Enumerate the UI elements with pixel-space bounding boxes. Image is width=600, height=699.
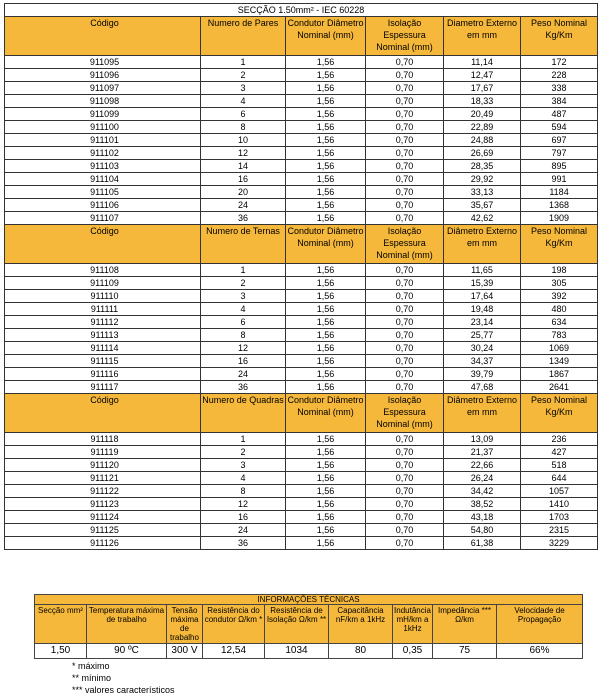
technical-info-value: 1,50	[35, 644, 87, 659]
table-cell: 797	[521, 147, 598, 160]
table-cell: 43,18	[444, 511, 521, 524]
table-cell: 21,37	[444, 446, 521, 459]
table-cell: 36	[201, 537, 286, 550]
table-row	[5, 329, 598, 342]
technical-info-header: Indutância mH/km a 1kHz	[393, 605, 433, 644]
table-cell: 0,70	[366, 446, 444, 459]
table-cell: 0,70	[366, 82, 444, 95]
table-row	[5, 108, 598, 121]
table-cell: 911098	[5, 95, 201, 108]
table-cell: 1,56	[286, 485, 366, 498]
table-cell: 1,56	[286, 173, 366, 186]
table-row	[5, 485, 598, 498]
table-cell: 4	[201, 303, 286, 316]
table-cell: 0,70	[366, 524, 444, 537]
table-cell: 911105	[5, 186, 201, 199]
table-cell: 24,88	[444, 134, 521, 147]
table-cell: 911125	[5, 524, 201, 537]
column-header: Isolação Espessura Nominal (mm)	[366, 225, 444, 264]
table-cell: 2315	[521, 524, 598, 537]
table-cell: 0,70	[366, 186, 444, 199]
table-cell: 0,70	[366, 381, 444, 394]
table-row	[5, 160, 598, 173]
table-cell: 4	[201, 95, 286, 108]
table-cell: 0,70	[366, 264, 444, 277]
column-header: Isolação Espessura Nominal (mm)	[366, 394, 444, 433]
table-cell: 1,56	[286, 433, 366, 446]
technical-info-value: 0,35	[393, 644, 433, 659]
table-row	[5, 537, 598, 550]
table-cell: 10	[201, 134, 286, 147]
table-cell: 487	[521, 108, 598, 121]
table-cell: 16	[201, 173, 286, 186]
technical-info-values-row	[35, 644, 583, 659]
table-title: SECÇÃO 1.50mm² - IEC 60228	[5, 4, 598, 17]
table-row	[5, 381, 598, 394]
table-cell: 8	[201, 485, 286, 498]
table-cell: 1,56	[286, 355, 366, 368]
table-cell: 11,14	[444, 56, 521, 69]
column-header: Peso Nominal Kg/Km	[521, 225, 598, 264]
table-cell: 1,56	[286, 186, 366, 199]
table-cell: 1,56	[286, 160, 366, 173]
table-cell: 0,70	[366, 368, 444, 381]
column-header: Peso Nominal Kg/Km	[521, 394, 598, 433]
table-cell: 12,47	[444, 69, 521, 82]
technical-info-header: Resistência de Isolação Ω/km **	[265, 605, 329, 644]
table-cell: 1,56	[286, 290, 366, 303]
table-cell: 24	[201, 524, 286, 537]
section-header-row	[5, 394, 598, 433]
table-cell: 1410	[521, 498, 598, 511]
table-cell: 17,64	[444, 290, 521, 303]
table-cell: 1057	[521, 485, 598, 498]
table-row	[5, 342, 598, 355]
technical-info-title: INFORMAÇÕES TÉCNICAS	[35, 595, 583, 605]
table-cell: 895	[521, 160, 598, 173]
table-cell: 0,70	[366, 95, 444, 108]
table-cell: 14	[201, 160, 286, 173]
table-cell: 0,70	[366, 121, 444, 134]
table-cell: 26,24	[444, 472, 521, 485]
footnote: *** valores característicos	[72, 685, 175, 695]
table-cell: 12	[201, 147, 286, 160]
table-cell: 1368	[521, 199, 598, 212]
table-cell: 0,70	[366, 134, 444, 147]
table-cell: 172	[521, 56, 598, 69]
table-cell: 15,39	[444, 277, 521, 290]
table-row	[5, 212, 598, 225]
technical-info-header: Resistência do condutor Ω/km *	[203, 605, 265, 644]
table-row	[5, 69, 598, 82]
table-cell: 1	[201, 433, 286, 446]
table-cell: 29,92	[444, 173, 521, 186]
table-cell: 1,56	[286, 381, 366, 394]
column-header: Peso Nominal Kg/Km	[521, 17, 598, 56]
table-cell: 911123	[5, 498, 201, 511]
table-row	[5, 355, 598, 368]
table-cell: 697	[521, 134, 598, 147]
table-cell: 34,37	[444, 355, 521, 368]
table-cell: 911116	[5, 368, 201, 381]
table-cell: 1,56	[286, 342, 366, 355]
table-row	[5, 56, 598, 69]
table-cell: 911122	[5, 485, 201, 498]
table-cell: 1909	[521, 212, 598, 225]
table-cell: 1,56	[286, 472, 366, 485]
table-cell: 480	[521, 303, 598, 316]
table-cell: 198	[521, 264, 598, 277]
table-cell: 911107	[5, 212, 201, 225]
table-row	[5, 472, 598, 485]
table-cell: 0,70	[366, 316, 444, 329]
table-cell: 24	[201, 368, 286, 381]
table-cell: 54,80	[444, 524, 521, 537]
column-header: Diâmetro Externo em mm	[444, 394, 521, 433]
table-cell: 1,56	[286, 199, 366, 212]
table-cell: 47,68	[444, 381, 521, 394]
table-cell: 911104	[5, 173, 201, 186]
table-cell: 1,56	[286, 82, 366, 95]
column-header: Numero de Quadras	[201, 394, 286, 433]
table-cell: 911110	[5, 290, 201, 303]
table-cell: 911114	[5, 342, 201, 355]
table-row	[5, 82, 598, 95]
technical-info-value: 80	[329, 644, 393, 659]
table-cell: 35,67	[444, 199, 521, 212]
table-row	[5, 121, 598, 134]
table-row	[5, 498, 598, 511]
table-cell: 1,56	[286, 459, 366, 472]
table-cell: 20	[201, 186, 286, 199]
table-cell: 0,70	[366, 290, 444, 303]
table-cell: 3229	[521, 537, 598, 550]
table-cell: 3	[201, 82, 286, 95]
table-cell: 0,70	[366, 537, 444, 550]
table-row	[5, 199, 598, 212]
table-cell: 0,70	[366, 459, 444, 472]
table-row	[5, 264, 598, 277]
table-cell: 1	[201, 264, 286, 277]
table-cell: 22,66	[444, 459, 521, 472]
table-row	[5, 524, 598, 537]
table-row	[5, 433, 598, 446]
table-cell: 0,70	[366, 342, 444, 355]
technical-info-header: Secção mm²	[35, 605, 87, 644]
table-cell: 6	[201, 108, 286, 121]
table-cell: 1,56	[286, 316, 366, 329]
table-cell: 338	[521, 82, 598, 95]
column-header: Condutor Diâmetro Nominal (mm)	[286, 225, 366, 264]
table-cell: 17,67	[444, 82, 521, 95]
table-cell: 12	[201, 342, 286, 355]
section-header-row	[5, 17, 598, 56]
table-row	[5, 277, 598, 290]
table-cell: 0,70	[366, 173, 444, 186]
table-cell: 1,56	[286, 56, 366, 69]
table-cell: 6	[201, 316, 286, 329]
table-cell: 783	[521, 329, 598, 342]
table-row	[5, 303, 598, 316]
table-cell: 0,70	[366, 212, 444, 225]
table-cell: 33,13	[444, 186, 521, 199]
table-cell: 911100	[5, 121, 201, 134]
table-cell: 911108	[5, 264, 201, 277]
column-header: Condutor Diâmetro Nominal (mm)	[286, 394, 366, 433]
table-cell: 384	[521, 95, 598, 108]
table-cell: 1,56	[286, 121, 366, 134]
table-cell: 0,70	[366, 329, 444, 342]
table-cell: 1,56	[286, 108, 366, 121]
table-cell: 22,89	[444, 121, 521, 134]
table-cell: 911101	[5, 134, 201, 147]
table-cell: 0,70	[366, 355, 444, 368]
technical-info-header: Velocidade de Propagação	[497, 605, 583, 644]
table-cell: 911118	[5, 433, 201, 446]
column-header: Código	[5, 17, 201, 56]
table-cell: 42,62	[444, 212, 521, 225]
table-cell: 1,56	[286, 446, 366, 459]
table-cell: 427	[521, 446, 598, 459]
table-cell: 518	[521, 459, 598, 472]
table-cell: 1,56	[286, 69, 366, 82]
technical-info-title-row	[35, 595, 583, 605]
table-row	[5, 316, 598, 329]
table-cell: 1184	[521, 186, 598, 199]
table-cell: 911095	[5, 56, 201, 69]
technical-info-header: Tensão máxima de trabalho	[167, 605, 203, 644]
column-header: Condutor Diâmetro Nominal (mm)	[286, 17, 366, 56]
table-cell: 236	[521, 433, 598, 446]
table-cell: 25,77	[444, 329, 521, 342]
table-cell: 24	[201, 199, 286, 212]
table-row	[5, 95, 598, 108]
table-cell: 3	[201, 290, 286, 303]
table-cell: 911102	[5, 147, 201, 160]
table-cell: 1069	[521, 342, 598, 355]
table-cell: 1,56	[286, 524, 366, 537]
table-cell: 26,69	[444, 147, 521, 160]
table-cell: 911115	[5, 355, 201, 368]
table-cell: 1,56	[286, 368, 366, 381]
table-cell: 911106	[5, 199, 201, 212]
footnote: ** mínimo	[72, 673, 112, 683]
table-cell: 2	[201, 446, 286, 459]
table-cell: 0,70	[366, 147, 444, 160]
table-cell: 0,70	[366, 56, 444, 69]
column-header: Diâmetro Externo em mm	[444, 225, 521, 264]
table-cell: 13,09	[444, 433, 521, 446]
table-cell: 911103	[5, 160, 201, 173]
technical-info-value: 90 ºC	[87, 644, 167, 659]
table-cell: 634	[521, 316, 598, 329]
table-cell: 8	[201, 329, 286, 342]
footnotes	[72, 660, 175, 696]
technical-info-value: 66%	[497, 644, 583, 659]
table-cell: 911113	[5, 329, 201, 342]
table-cell: 2	[201, 277, 286, 290]
technical-info-header: Impedância *** Ω/km	[433, 605, 497, 644]
footnote: * máximo	[72, 661, 110, 671]
table-cell: 1,56	[286, 95, 366, 108]
table-cell: 1349	[521, 355, 598, 368]
table-cell: 911109	[5, 277, 201, 290]
table-cell: 911119	[5, 446, 201, 459]
table-cell: 36	[201, 381, 286, 394]
table-cell: 1867	[521, 368, 598, 381]
table-cell: 2641	[521, 381, 598, 394]
table-cell: 34,42	[444, 485, 521, 498]
table-cell: 4	[201, 472, 286, 485]
column-header: Isolação Espessura Nominal (mm)	[366, 17, 444, 56]
table-row	[5, 186, 598, 199]
table-cell: 36	[201, 212, 286, 225]
table-cell: 1,56	[286, 264, 366, 277]
table-cell: 0,70	[366, 160, 444, 173]
table-cell: 911096	[5, 69, 201, 82]
table-cell: 18,33	[444, 95, 521, 108]
technical-info-value: 300 V	[167, 644, 203, 659]
column-header: Numero de Ternas	[201, 225, 286, 264]
table-row	[5, 511, 598, 524]
table-cell: 1	[201, 56, 286, 69]
table-cell: 23,14	[444, 316, 521, 329]
table-cell: 1,56	[286, 303, 366, 316]
table-cell: 1,56	[286, 147, 366, 160]
table-cell: 1,56	[286, 212, 366, 225]
table-cell: 1,56	[286, 134, 366, 147]
table-cell: 0,70	[366, 485, 444, 498]
table-cell: 30,24	[444, 342, 521, 355]
table-cell: 3	[201, 459, 286, 472]
table-row	[5, 147, 598, 160]
table-cell: 911121	[5, 472, 201, 485]
table-cell: 0,70	[366, 433, 444, 446]
table-cell: 1,56	[286, 511, 366, 524]
table-cell: 911126	[5, 537, 201, 550]
section-header-row	[5, 225, 598, 264]
table-row	[5, 173, 598, 186]
table-cell: 911112	[5, 316, 201, 329]
technical-info-header: Capacitância nF/km a 1kHz	[329, 605, 393, 644]
table-cell: 28,35	[444, 160, 521, 173]
column-header: Numero de Pares	[201, 17, 286, 56]
technical-info-value: 12,54	[203, 644, 265, 659]
table-cell: 39,79	[444, 368, 521, 381]
table-cell: 16	[201, 511, 286, 524]
column-header: Código	[5, 225, 201, 264]
table-cell: 11,65	[444, 264, 521, 277]
table-cell: 911111	[5, 303, 201, 316]
table-cell: 1,56	[286, 537, 366, 550]
table-cell: 1,56	[286, 498, 366, 511]
table-cell: 0,70	[366, 108, 444, 121]
table-title-row	[5, 4, 598, 17]
column-header: Código	[5, 394, 201, 433]
table-row	[5, 134, 598, 147]
table-row	[5, 459, 598, 472]
table-cell: 594	[521, 121, 598, 134]
table-cell: 8	[201, 121, 286, 134]
column-header: Diametro Externo em mm	[444, 17, 521, 56]
table-cell: 1703	[521, 511, 598, 524]
table-cell: 16	[201, 355, 286, 368]
table-cell: 644	[521, 472, 598, 485]
table-cell: 0,70	[366, 199, 444, 212]
table-cell: 0,70	[366, 277, 444, 290]
table-cell: 61,38	[444, 537, 521, 550]
table-cell: 0,70	[366, 511, 444, 524]
table-cell: 0,70	[366, 472, 444, 485]
technical-info-header-row	[35, 605, 583, 644]
table-cell: 228	[521, 69, 598, 82]
table-cell: 911099	[5, 108, 201, 121]
table-cell: 1,56	[286, 329, 366, 342]
table-cell: 19,48	[444, 303, 521, 316]
table-cell: 392	[521, 290, 598, 303]
technical-info-table	[34, 594, 583, 659]
table-row	[5, 290, 598, 303]
table-cell: 2	[201, 69, 286, 82]
table-cell: 0,70	[366, 498, 444, 511]
table-cell: 911117	[5, 381, 201, 394]
table-cell: 0,70	[366, 303, 444, 316]
table-cell: 911097	[5, 82, 201, 95]
table-row	[5, 368, 598, 381]
table-cell: 12	[201, 498, 286, 511]
table-cell: 1,56	[286, 277, 366, 290]
table-cell: 991	[521, 173, 598, 186]
table-row	[5, 446, 598, 459]
cable-spec-table	[4, 3, 598, 550]
technical-info-header: Temperatura máxima de trabalho	[87, 605, 167, 644]
table-cell: 38,52	[444, 498, 521, 511]
table-cell: 305	[521, 277, 598, 290]
technical-info-value: 75	[433, 644, 497, 659]
table-cell: 0,70	[366, 69, 444, 82]
table-cell: 20,49	[444, 108, 521, 121]
table-cell: 911120	[5, 459, 201, 472]
table-cell: 911124	[5, 511, 201, 524]
technical-info-value: 1034	[265, 644, 329, 659]
